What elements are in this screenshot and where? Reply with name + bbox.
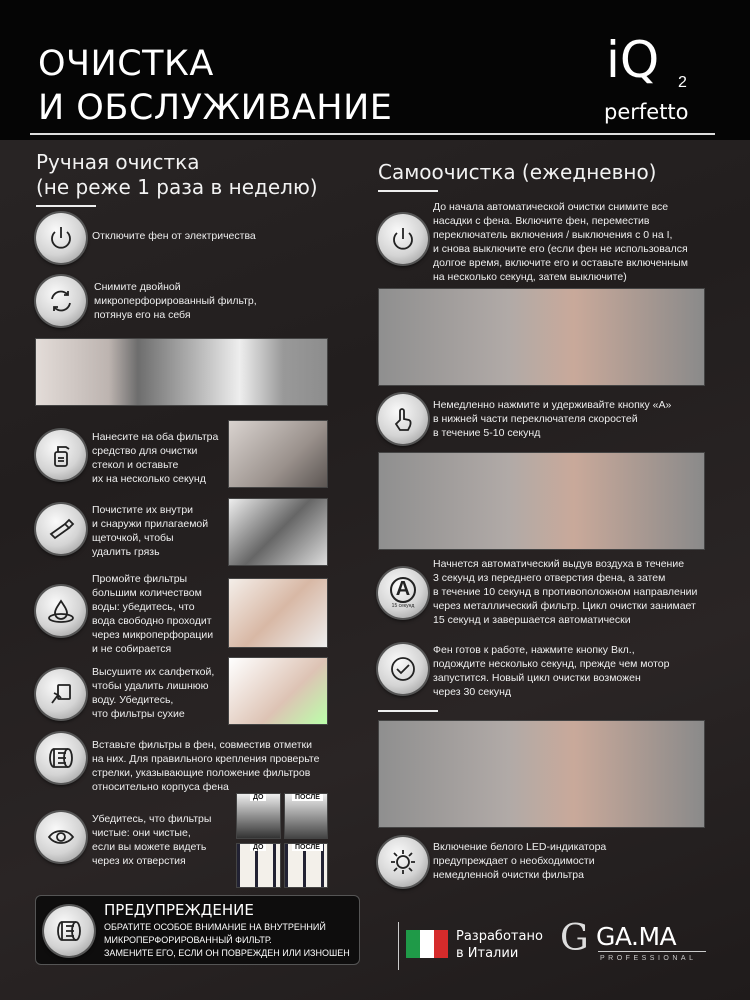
manual-step-3: Нанесите на оба фильтра средство для очистки стекол и оставьте их на несколько секунд	[92, 431, 219, 485]
self-step-3: Начнется автоматический выдув воздуха в течение 3 секунд из переднего отверстия фена, а затем в течение 10 секунд в противоположном направлении через металлический фильтр. Цикл очистки занимает 15 секунд и завершается автоматически	[433, 558, 698, 626]
gama-logo	[560, 918, 710, 968]
rinse-filter-photo	[228, 578, 328, 648]
dryer-led-image	[378, 720, 705, 828]
title-line-1: ОЧИСТКА	[38, 44, 214, 84]
auto-clean-icon: A 15 секунд	[378, 568, 428, 618]
logo-iq: iQ	[606, 31, 660, 89]
brand-bar	[598, 951, 706, 952]
warning-body: ОБРАТИТЕ ОСОБОЕ ВНИМАНИЕ НА ВНУТРЕННИЙ МИКРОПЕРФОРИРОВАННЫЙ ФИЛЬТР. ЗАМЕНИТЕ ЕГО, ЕСЛИ ОН ПОВРЕЖДЕН ИЛИ ИЗНОШЕН	[104, 922, 350, 958]
iq-perfetto-logo	[598, 30, 708, 130]
footer-divider	[398, 922, 399, 970]
hand-towel-icon	[36, 669, 86, 719]
logo-name: perfetto	[604, 100, 689, 124]
filter-warning-icon	[44, 906, 94, 956]
touch-icon	[378, 394, 428, 444]
brush-filter-photo	[228, 498, 328, 566]
manual-step-7: Вставьте фильтры в фен, совместив отметки на них. Для правильного крепления проверьте стрелки, указывающие положение фильтров относительно корпуса фена	[92, 739, 320, 793]
page-title	[38, 42, 392, 130]
before-label: ДО	[250, 844, 266, 851]
italy-flag-icon	[406, 930, 448, 958]
manual-step-5: Промойте фильтры большим количеством воды: убедитесь, что вода свободно проходит через микроперфорации и не собирается	[92, 573, 214, 655]
manual-heading	[36, 150, 318, 200]
dryer-button-image	[378, 452, 705, 550]
water-drop-icon	[36, 586, 86, 636]
brand-name: GA.MA	[596, 922, 677, 951]
manual-step-1: Отключите фен от электричества	[92, 230, 256, 242]
self-step-2: Немедленно нажмите и удерживайте кнопку «A» в нижней части переключателя скоростей в течение 5-10 секунд	[433, 399, 672, 439]
spray-bottle-icon	[36, 430, 86, 480]
manual-step-6: Высушите их салфеткой, чтобы удалить лишнюю воду. Убедитесь, что фильтры сухие	[92, 666, 215, 720]
section-divider	[378, 710, 438, 712]
spray-filter-photo	[228, 420, 328, 488]
icon-caption: 15 секунд	[391, 603, 415, 609]
after-label: ПОСЛЕ	[292, 844, 323, 851]
dry-filter-photo	[228, 657, 328, 725]
self-step-1: До начала автоматической очистки снимите все насадки с фена. Включите фен, переместив переключатель включения / выключения с 0 на I, и снова выключите его (если фен не использовался долгое время, включите его и оставьте включенным на несколько секунд, затем выключите)	[433, 201, 688, 283]
check-icon	[378, 644, 428, 694]
filter-icon	[36, 733, 86, 783]
filter-removal-image	[35, 338, 328, 406]
eye-icon	[36, 812, 86, 862]
warning-title: ПРЕДУПРЕЖДЕНИЕ	[104, 901, 254, 919]
gama-swirl-icon: G	[560, 918, 589, 959]
manual-heading-line2: (не реже 1 раза в неделю)	[36, 175, 318, 199]
led-sun-icon	[378, 837, 428, 887]
warning-box	[35, 895, 360, 965]
self-clean-heading: Самоочистка (ежедневно)	[378, 160, 657, 184]
power-icon	[378, 214, 428, 264]
self-step-4: Фен готов к работе, нажмите кнопку Вкл., подождите несколько секунд, прежде чем мотор запустится. Новый цикл очистки возможен через 30 секунд	[433, 644, 670, 698]
brand-sub: PROFESSIONAL	[600, 955, 697, 962]
logo-sub: 2	[678, 74, 687, 91]
refresh-icon	[36, 276, 86, 326]
manual-step-4: Почистите их внутри и снаружи прилагаемой щеточкой, чтобы удалить грязь	[92, 504, 209, 558]
heading-underline	[36, 205, 96, 207]
brush-icon	[36, 504, 86, 554]
manual-step-2: Снимите двойной микроперфорированный фильтр, потянув его на себя	[94, 281, 257, 321]
before-label: ДО	[250, 794, 266, 801]
after-label: ПОСЛЕ	[292, 794, 323, 801]
title-line-2: И ОБСЛУЖИВАНИЕ	[38, 88, 393, 128]
made-in-italy: Разработано в Италии	[456, 929, 543, 961]
header	[0, 0, 750, 140]
heading-underline	[378, 190, 438, 192]
manual-step-8: Убедитесь, что фильтры чистые: они чистые, если вы можете видеть через их отверстия	[92, 813, 212, 867]
header-divider	[30, 133, 715, 135]
self-step-5: Включение белого LED-индикатора предупреждает о необходимости немедленной очистки фильтра	[433, 841, 607, 881]
power-icon	[36, 213, 86, 263]
manual-heading-line1: Ручная очистка	[36, 150, 200, 174]
dryer-switch-image	[378, 288, 705, 386]
